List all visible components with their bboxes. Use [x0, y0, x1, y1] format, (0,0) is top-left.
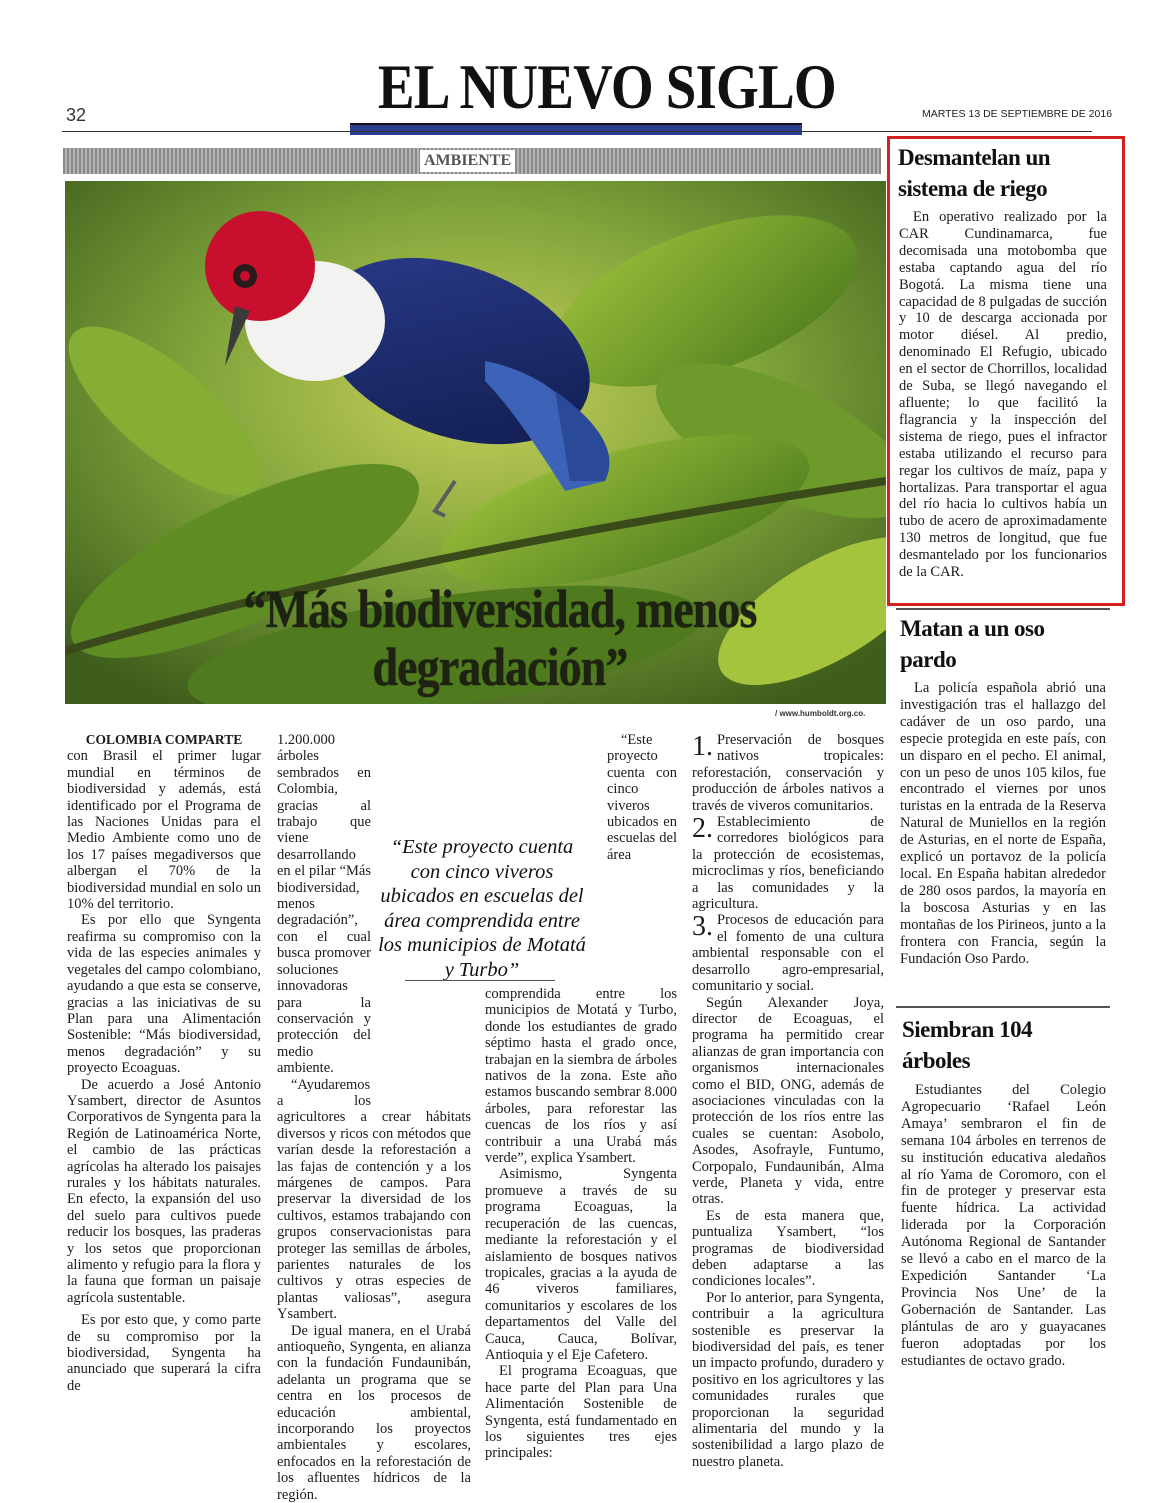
newspaper-masthead: EL NUEVO SIGLO: [377, 51, 836, 122]
header-rule: [62, 131, 1092, 132]
article-paragraph: El programa Ecoaguas, que hace parte del Plan para Una Alimentación Sostenible de Syngenta, está fundamentado en los siguientes tres ejes principales:: [485, 1363, 677, 1462]
sidebar-body-3: Estudiantes del Colegio Agropecuario ‘Rafael León Amaya’ sembraron el fin de semana 104 árboles en terrenos de su institución educativa aledaños al río Yama de Coromoro, con el fin de proteger y preservar esta fuente hídrica. La actividad liderada por la Corporación Autónoma Regional de Santander se llevó a cabo en el marco de la Expedición Santander ‘La Provincia Nos Une’ de la Gobernación de Santander. Las plántulas de aro y guayacanes fueron adoptadas por los estudiantes de octavo grado.: [901, 1082, 1106, 1369]
list-item: 2. Establecimiento de corredores biológicos para la protección de ecosistemas, microclimas y ríos, beneficiando a las comunidades y la agricultura.: [692, 813, 884, 913]
sidebar-headline-1: Desmantelan un sistema de riego: [898, 145, 1051, 201]
article-paragraph: “Este proyecto cuenta con cinco viveros ubicados en escuelas del área comprendida entre los municipios de Motatá y Turbo, donde los estudiantes de grado séptimo hasta el grado once, trabajan en la siembra de árboles nativos de la zona. Este año estamos buscando sembrar 8.000 árboles, para reforestar las cuencas de los ríos y así contribuir a una Urabá más verde”, explica Ysambert.: [485, 732, 677, 1167]
article-lead: COLOMBIA COMPARTE: [85, 732, 243, 747]
article-paragraph: “Ayudaremos a los agricultores a crear hábitats diversos y ricos con métodos que varían desde la reforestación a las fajas de contención y a los márgenes de campos. Para preservar la diversidad de los cultivos, estamos trabajando con grupos conservacionistas para proteger las semillas de árboles, parientes naturales de los cultivos y otras especies de plantas valiosas”, asegura Ysambert.: [277, 1076, 471, 1323]
photo-credit: / www.humboldt.org.co.: [775, 709, 866, 718]
pull-quote-rule: [405, 980, 555, 981]
pull-quote: “Este proyecto cuenta con cinco viveros ubicados en escuelas del área comprendida entre los municipios de Motatá y Turbo”: [378, 836, 586, 981]
masthead-underline-bar: [350, 123, 802, 135]
article-paragraph: COLOMBIA COMPARTE con Brasil el primer lugar mundial en términos de biodiversidad y además, está identificado por el Programa de las Naciones Unidas para el Medio Ambiente como uno de los 17 países megadiversos que albergan el 70% de la biodiversidad mundial en solo un 10% del territorio.: [67, 732, 261, 913]
article-paragraph: Es por ello que Syngenta reafirma su compromiso con la vida de las especies animales y vegetales del campo colombiano, ayudando a que esta se conserve, gracias a las iniciativas de su Plan para una Alimentación Sostenible: “Más biodiversidad, menos degradación” y su proyecto Ecoaguas.: [67, 912, 261, 1077]
sidebar-headline-3: Siembran 104 árboles: [902, 1017, 1033, 1073]
article-paragraph: Según Alexander Joya, director de Ecoaguas, el programa ha permitido crear alianzas de gran importancia con organismos internacionales como el BID, ONG, además de asociaciones vinculadas con la protección de los ríos entre las cuales se cuentan: Asobolo, Asodes, Asofrayle, Funtumo, Corpopalo, Fundaunibán, Alma verde, Planeta y vida, entre otras.: [692, 994, 884, 1208]
article-paragraph: Es por esto que, y como parte de su compromiso por la biodiversidad, Syngenta ha anunciado que superará la cifra de: [67, 1312, 261, 1394]
article-paragraph: Por lo anterior, para Syngenta, contribuir a la agricultura sostenible es preservar la biodiversidad del país, es tener un impacto profundo, duradero y positivo en los agricultores y las comunidades rurales que proporcionan la seguridad alimentaria del mundo y la sostenibilidad a largo plazo de nuestro planeta.: [692, 1289, 884, 1470]
list-number: 3.: [692, 911, 713, 943]
article-paragraph: De acuerdo a José Antonio Ysambert, director de Asuntos Corporativos de Syngenta para la Región de Latinoamérica Norte, el cambio de las prácticas agrícolas ha alterado los paisajes rurales y los hábitats naturales. En efecto, la expansión del uso del suelo para cultivos puede reducir los bosques, las praderas y los setos que proporcionan alimento y refugio para la flora y la fauna que forman un paisaje agrícola sustentable.: [67, 1076, 261, 1306]
page-number: 32: [66, 105, 87, 125]
sidebar-body-1: En operativo realizado por la CAR Cundinamarca, fue decomisada una motobomba que estaba captando agua del río Bogotá. La misma tiene una capacidad de 8 pulgadas de succión y 10 de descarga accionada por motor diésel. Al predio, denominado El Refugio, ubicado en el sector de Chorrillos, localidad de Suba, se llegó navegando el afluente; lo que facilitó la flagrancia y la inspección del sistema de riego, pues el infractor estaba utilizando el recurso para regar los cultivos de maíz, papa y hortalizas. Para transportar el agua del río hacia lo cultivos había un tubo de acero de aproximadamente 130 metros de longitud, que fue desmantelado por los funcionarios de la CAR.: [899, 209, 1107, 581]
section-label: AMBIENTE: [420, 150, 515, 172]
list-item: 1. Preservación de bosques nativos tropicales: reforestación, conservación y producción de árboles nativos a través de viveros comunitarios.: [692, 731, 884, 814]
sidebar-body-2: La policía española abrió una investigación tras el hallazgo del cadáver de un oso pardo, una especie protegida en este país, con un disparo en el pecho. El animal, con un peso de unos 105 kilos, fue encontrado el viernes por unos turistas en la entrada de la Reserva Natural de Muniellos en la región de Asturias, en el norte de España, explicó un portavoz de la policía local. En España habitan alrededor de 280 osos pardos, la mayoría en la boscosa Asturias y en las montañas de los Pirineos, junto a la frontera con Francia, según la Fundación Oso Pardo.: [900, 680, 1106, 967]
article-paragraph: 1.200.000 árboles sembrados en Colombia, gracias al trabajo que viene desarrollando en el pilar “Más biodiversidad, menos degradación”, con el cual busca promover soluciones innovadoras para la conservación y protección del medio ambiente.: [277, 732, 371, 1077]
article-paragraph: Es de esta manera que, puntualiza Ysambert, “los programas de biodiversidad deben adaptarse a las condiciones locales”.: [692, 1207, 884, 1290]
list-number: 2.: [692, 813, 713, 845]
sidebar-divider: [896, 608, 1110, 610]
article-paragraph: De igual manera, en el Urabá antioqueño, Syngenta, en alianza con la fundación Fundaunibán, adelanta un programa que se centra en los procesos de educación ambiental, incorporando los proyectos ambientales y escolares, enfocados en la reforestación de los afluentes hídricos de la región.: [277, 1322, 471, 1503]
main-headline: “Más biodiversidad, menos degradación”: [243, 579, 757, 697]
issue-date: MARTES 13 DE SEPTIEMBRE DE 2016: [922, 108, 1113, 120]
sidebar-divider: [896, 1006, 1110, 1008]
article-paragraph: Asimismo, Syngenta promueve a través de su programa Ecoaguas, la recuperación de las cuencas, mediante la reforestación y el aislamiento de bosques nativos tropicales, gracias a la ayuda de 46 viveros familiares, comunitarios y escolares de los departamentos del Valle del Cauca, Cauca, Bolívar, Antioquia y el Eje Cafetero.: [485, 1166, 677, 1363]
list-item: 3. Procesos de educación para el fomento de una cultura ambiental responsable con el desarrollo agro-empresarial, comunitario y social.: [692, 911, 884, 995]
sidebar-headline-2: Matan a un oso pardo: [900, 616, 1045, 672]
article-column-4: [692, 732, 884, 1470]
article-column-1: [67, 732, 261, 1394]
list-number: 1.: [692, 731, 713, 762]
